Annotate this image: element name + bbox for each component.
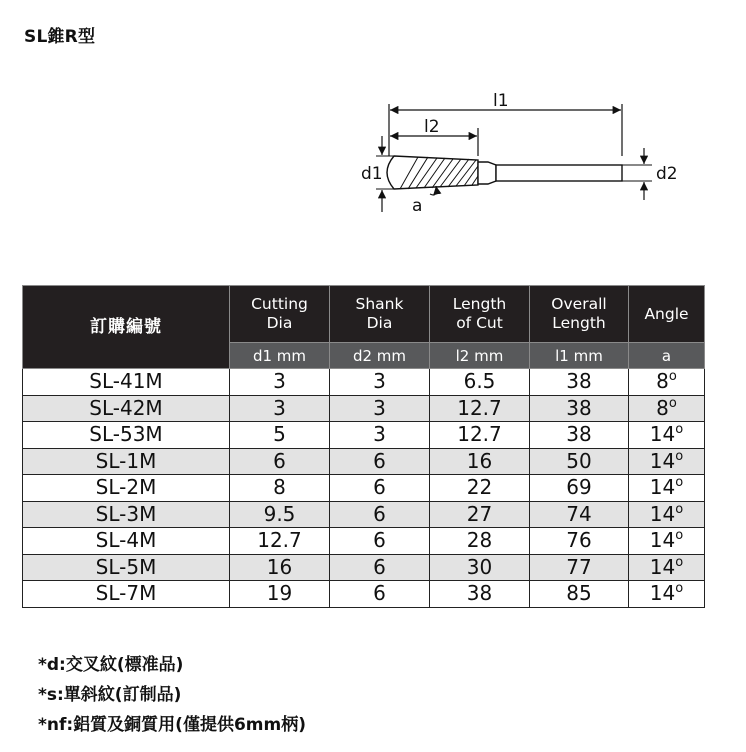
angle-cell-value: 14 [649, 475, 676, 500]
order-code-cell-value: SL-5M [95, 554, 157, 579]
cutting-dia-cell-value: 9.5 [263, 501, 296, 526]
degree-symbol: o [675, 581, 684, 597]
shank-dia-cell [330, 581, 430, 608]
angle-cell-value: 8 [656, 369, 669, 394]
order-code-cell [23, 581, 230, 608]
length-of-cut-cell-value: 27 [466, 501, 493, 526]
cutting-dia-cell [230, 395, 330, 422]
overall-length-cell [530, 448, 629, 475]
angle-cell-value: 8 [656, 395, 669, 420]
overall-length-cell-value: 85 [566, 581, 592, 606]
length-of-cut-cell [430, 475, 530, 502]
degree-symbol: o [675, 422, 684, 438]
angle-cell [629, 581, 705, 608]
length-of-cut-cell [430, 369, 530, 396]
column-header-line: Angle [644, 304, 689, 323]
shank-dia-cell-value: 6 [373, 554, 386, 579]
order-code-cell-value: SL-1M [95, 448, 157, 473]
column-header-line: Overall [551, 295, 607, 313]
overall-length-cell-value: 50 [566, 448, 592, 473]
table-row [23, 475, 705, 502]
dim-label-d1: d1 [361, 164, 383, 184]
shank-dia-cell-value: 6 [373, 501, 386, 526]
cutting-dia-cell-value: 12.7 [257, 528, 302, 553]
length-of-cut-cell-value: 38 [466, 581, 493, 606]
overall-length-cell-value: 38 [566, 422, 592, 447]
angle-cell-value: 14 [649, 581, 676, 606]
table-row [23, 554, 705, 581]
note-item: *d:交叉紋(標准品) [38, 655, 184, 675]
angle-cell [629, 528, 705, 555]
note-item: *s:單斜紋(訂制品) [38, 685, 182, 705]
shank-dia-cell-value: 6 [373, 528, 386, 553]
cutting-dia-cell [230, 422, 330, 449]
column-header-line: of Cut [456, 314, 503, 332]
angle-cell-value: 14 [649, 448, 676, 473]
overall-length-cell-value: 77 [566, 554, 592, 579]
cutting-dia-cell-value: 8 [273, 475, 286, 500]
angle-cell [629, 475, 705, 502]
table-row [23, 581, 705, 608]
cutting-dia-cell-value: 3 [273, 369, 286, 394]
overall-length-cell [530, 554, 629, 581]
cutting-dia-cell [230, 475, 330, 502]
angle-cell-value: 14 [649, 554, 676, 579]
order-code-cell [23, 369, 230, 396]
overall-length-cell [530, 475, 629, 502]
order-code-cell-value: SL-53M [89, 422, 163, 447]
length-of-cut-cell-value: 12.7 [457, 395, 502, 420]
order-code-cell-value: SL-41M [89, 369, 163, 394]
angle-cell-value: 14 [649, 528, 676, 553]
length-of-cut-cell-value: 16 [466, 448, 493, 473]
column-header-line: Dia [366, 314, 393, 332]
table-header-row [23, 286, 705, 343]
overall-length-cell-value: 74 [566, 501, 592, 526]
length-of-cut-cell-value: 30 [466, 554, 493, 579]
order-code-cell [23, 422, 230, 449]
table-row [23, 369, 705, 396]
table-row [23, 501, 705, 528]
length-of-cut-cell-value: 6.5 [463, 369, 496, 394]
shank-dia-cell [330, 422, 430, 449]
overall-length-cell [530, 422, 629, 449]
length-of-cut-cell-value: 22 [466, 475, 493, 500]
order-code-cell [23, 528, 230, 555]
cutting-dia-cell-value: 19 [266, 581, 293, 606]
shank-dia-cell [330, 395, 430, 422]
dim-label-l1: l1 [493, 91, 509, 111]
length-of-cut-cell [430, 528, 530, 555]
column-header-cutting-dia [230, 286, 330, 343]
shank-dia-cell-value: 3 [373, 395, 386, 420]
unit-d1: d1 mm [230, 343, 330, 369]
table-row [23, 395, 705, 422]
dim-label-d2: d2 [656, 164, 678, 184]
cutting-dia-cell [230, 554, 330, 581]
column-header-line: Shank [355, 295, 404, 313]
order-number-header: 訂購編號 [23, 286, 230, 369]
shank-dia-cell-value: 3 [373, 422, 386, 447]
note-item: *nf:鋁質及銅質用(僅提供6mm柄) [38, 715, 306, 735]
unit-angle: a [629, 343, 705, 369]
unit-l1: l1 mm [530, 343, 629, 369]
length-of-cut-cell [430, 581, 530, 608]
column-header-angle [629, 286, 705, 343]
degree-symbol: o [675, 501, 684, 517]
length-of-cut-cell [430, 501, 530, 528]
angle-cell [629, 501, 705, 528]
cutting-dia-cell [230, 581, 330, 608]
column-header-overall-length [530, 286, 629, 343]
order-code-cell-value: SL-42M [89, 395, 163, 420]
shank-dia-cell [330, 475, 430, 502]
column-header-line: Dia [266, 314, 293, 332]
order-code-cell [23, 501, 230, 528]
order-code-cell [23, 475, 230, 502]
table-row [23, 528, 705, 555]
overall-length-cell-value: 38 [566, 395, 592, 420]
table-row [23, 448, 705, 475]
cutting-dia-cell [230, 501, 330, 528]
degree-symbol: o [675, 554, 684, 570]
degree-symbol: o [675, 528, 684, 544]
spec-table [22, 285, 705, 608]
length-of-cut-cell [430, 448, 530, 475]
shank-dia-cell [330, 369, 430, 396]
length-of-cut-cell [430, 554, 530, 581]
column-header-line: Length [452, 295, 507, 313]
shank-dia-cell-value: 6 [373, 581, 386, 606]
degree-symbol: o [675, 475, 684, 491]
degree-symbol: o [668, 369, 677, 385]
dim-label-a: a [412, 196, 423, 216]
order-code-cell [23, 554, 230, 581]
page-title: SL錐R型 [24, 27, 96, 47]
cutting-dia-cell-value: 5 [273, 422, 286, 447]
shank-dia-cell [330, 501, 430, 528]
unit-l2: l2 mm [430, 343, 530, 369]
degree-symbol: o [668, 395, 677, 411]
cutting-dia-cell [230, 448, 330, 475]
overall-length-cell-value: 38 [566, 369, 592, 394]
dim-label-l2: l2 [424, 117, 440, 137]
notes [38, 650, 306, 740]
column-header-length-of-cut [430, 286, 530, 343]
overall-length-cell-value: 76 [566, 528, 592, 553]
overall-length-cell [530, 581, 629, 608]
angle-cell-value: 14 [649, 501, 676, 526]
order-code-cell [23, 395, 230, 422]
order-code-cell-value: SL-4M [95, 528, 157, 553]
unit-d2: d2 mm [330, 343, 430, 369]
overall-length-cell [530, 528, 629, 555]
table-row [23, 422, 705, 449]
shank-dia-cell-value: 3 [373, 369, 386, 394]
order-code-cell-value: SL-2M [95, 475, 157, 500]
cutting-dia-cell-value: 3 [273, 395, 286, 420]
shank-dia-cell [330, 448, 430, 475]
shank-dia-cell-value: 6 [373, 448, 386, 473]
shank-dia-cell [330, 528, 430, 555]
order-code-cell-value: SL-3M [95, 501, 157, 526]
angle-cell [629, 448, 705, 475]
shank-dia-cell [330, 554, 430, 581]
angle-cell [629, 422, 705, 449]
length-of-cut-cell-value: 12.7 [457, 422, 502, 447]
angle-cell-value: 14 [649, 422, 676, 447]
angle-cell [629, 554, 705, 581]
overall-length-cell [530, 369, 629, 396]
overall-length-cell [530, 501, 629, 528]
length-of-cut-cell-value: 28 [466, 528, 493, 553]
angle-cell [629, 395, 705, 422]
cutting-dia-cell [230, 528, 330, 555]
column-header-shank-dia [330, 286, 430, 343]
order-code-cell-value: SL-7M [95, 581, 157, 606]
column-header-line: Cutting [251, 295, 308, 313]
tool-dimension-diagram [356, 86, 696, 236]
cutting-dia-cell-value: 6 [273, 448, 286, 473]
degree-symbol: o [675, 448, 684, 464]
length-of-cut-cell [430, 395, 530, 422]
length-of-cut-cell [430, 422, 530, 449]
overall-length-cell-value: 69 [566, 475, 592, 500]
order-code-cell [23, 448, 230, 475]
cutting-dia-cell [230, 369, 330, 396]
shank-dia-cell-value: 6 [373, 475, 386, 500]
column-header-line: Length [552, 314, 606, 332]
angle-cell [629, 369, 705, 396]
overall-length-cell [530, 395, 629, 422]
cutting-dia-cell-value: 16 [266, 554, 293, 579]
